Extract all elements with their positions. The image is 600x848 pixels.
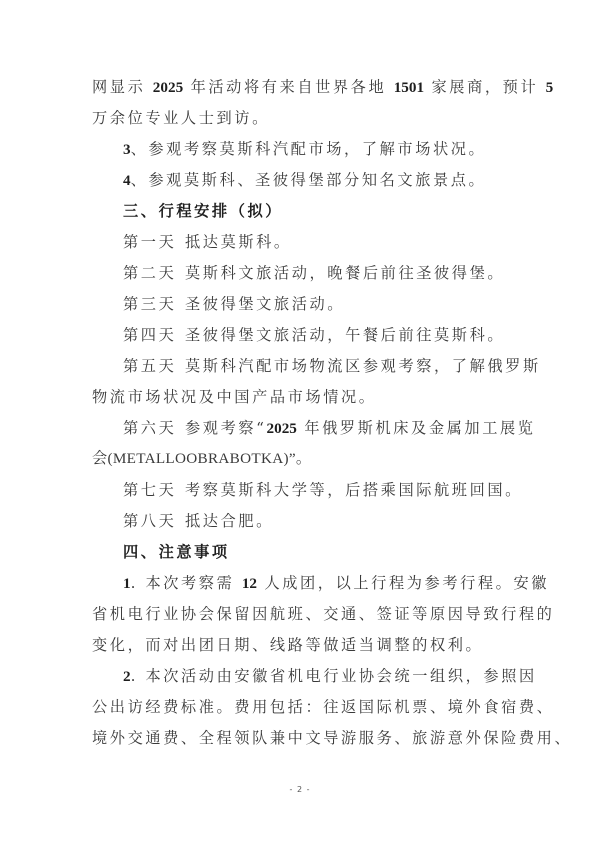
text: 年活动将有来自世界各地 xyxy=(183,78,394,96)
day-text: 考察莫斯科大学等，后搭乘国际航班回国。 xyxy=(185,481,523,499)
day-text: 年俄罗斯机床及金属加工展览 xyxy=(296,419,536,437)
day-label: 第六天 xyxy=(123,419,177,437)
day-label: 第二天 xyxy=(123,264,177,282)
itinerary-day-1 xyxy=(123,232,292,252)
day-text: 抵达合肥。 xyxy=(185,512,274,530)
note-2-line-2: 公出访经费标准。费用包括：往返国际机票、境外食宿费、 xyxy=(92,698,555,716)
purpose-item-4 xyxy=(123,170,486,191)
note-2-line-3: 境外交通费、全程领队兼中文导游服务、旅游意外保险费用、 xyxy=(92,729,573,747)
purpose-item-3 xyxy=(123,139,486,160)
item-number: 4 xyxy=(123,172,131,189)
note-1-line-2: 省机电行业协会保留因航班、交通、签证等原因导致行程的 xyxy=(92,605,555,623)
visitor-count: 5 xyxy=(545,79,554,96)
day-label: 第七天 xyxy=(123,481,177,499)
section-heading-notes: 四、注意事项 xyxy=(123,543,230,561)
itinerary-day-5-cont: 物流市场状况及中国产品市场情况。 xyxy=(92,388,377,406)
exhibition-line-1 xyxy=(92,77,553,98)
note-number: 1 xyxy=(123,575,131,592)
itinerary-day-2 xyxy=(123,263,505,283)
day-text: 参观考察“ xyxy=(185,419,267,437)
year: 2025 xyxy=(266,420,297,437)
exhibition-line-2: 万余位专业人士到访。 xyxy=(92,109,270,127)
page-number: - 2 - xyxy=(289,785,311,794)
day-label: 第八天 xyxy=(123,512,177,530)
itinerary-day-6-cont: 会(METALLOOBRABOTKA)”。 xyxy=(92,450,312,467)
itinerary-day-8 xyxy=(123,511,274,531)
day-text: 莫斯科文旅活动，晚餐后前往圣彼得堡。 xyxy=(185,264,506,282)
itinerary-day-5 xyxy=(123,356,541,376)
itinerary-day-3 xyxy=(123,294,345,314)
year: 2025 xyxy=(152,79,184,96)
exhibitor-count: 1501 xyxy=(393,79,425,96)
note-1-line-1 xyxy=(123,573,549,594)
note-text: 人成团，以上行程为参考行程。安徽 xyxy=(257,574,550,592)
itinerary-day-6 xyxy=(123,418,536,439)
note-text: . 本次活动由安徽省机电行业协会统一组织，参照因 xyxy=(130,667,537,685)
itinerary-day-4 xyxy=(123,325,505,345)
section-heading-itinerary: 三、行程安排（拟） xyxy=(123,202,284,220)
day-text: 圣彼得堡文旅活动。 xyxy=(185,295,346,313)
day-label: 第五天 xyxy=(123,357,177,375)
itinerary-day-7 xyxy=(123,480,523,500)
day-label: 第四天 xyxy=(123,326,177,344)
day-text: 抵达莫斯科。 xyxy=(185,233,292,251)
item-number: 3 xyxy=(123,141,131,158)
day-text: 圣彼得堡文旅活动，午餐后前往莫斯科。 xyxy=(185,326,506,344)
item-text: 、参观考察莫斯科汽配市场，了解市场状况。 xyxy=(130,140,487,158)
note-2-line-1 xyxy=(123,666,537,687)
note-number: 2 xyxy=(123,668,131,685)
day-label: 第一天 xyxy=(123,233,177,251)
note-1-line-3: 变化，而对出团日期、线路等做适当调整的权利。 xyxy=(92,636,484,654)
item-text: 、参观莫斯科、圣彼得堡部分知名文旅景点。 xyxy=(130,171,487,189)
group-size: 12 xyxy=(241,575,258,592)
text: 家展商，预计 xyxy=(424,78,546,96)
text: 网显示 xyxy=(92,78,153,96)
day-text: 莫斯科汽配市场物流区参观考察，了解俄罗斯 xyxy=(185,357,541,375)
note-text: . 本次考察需 xyxy=(130,574,242,592)
day-label: 第三天 xyxy=(123,295,177,313)
